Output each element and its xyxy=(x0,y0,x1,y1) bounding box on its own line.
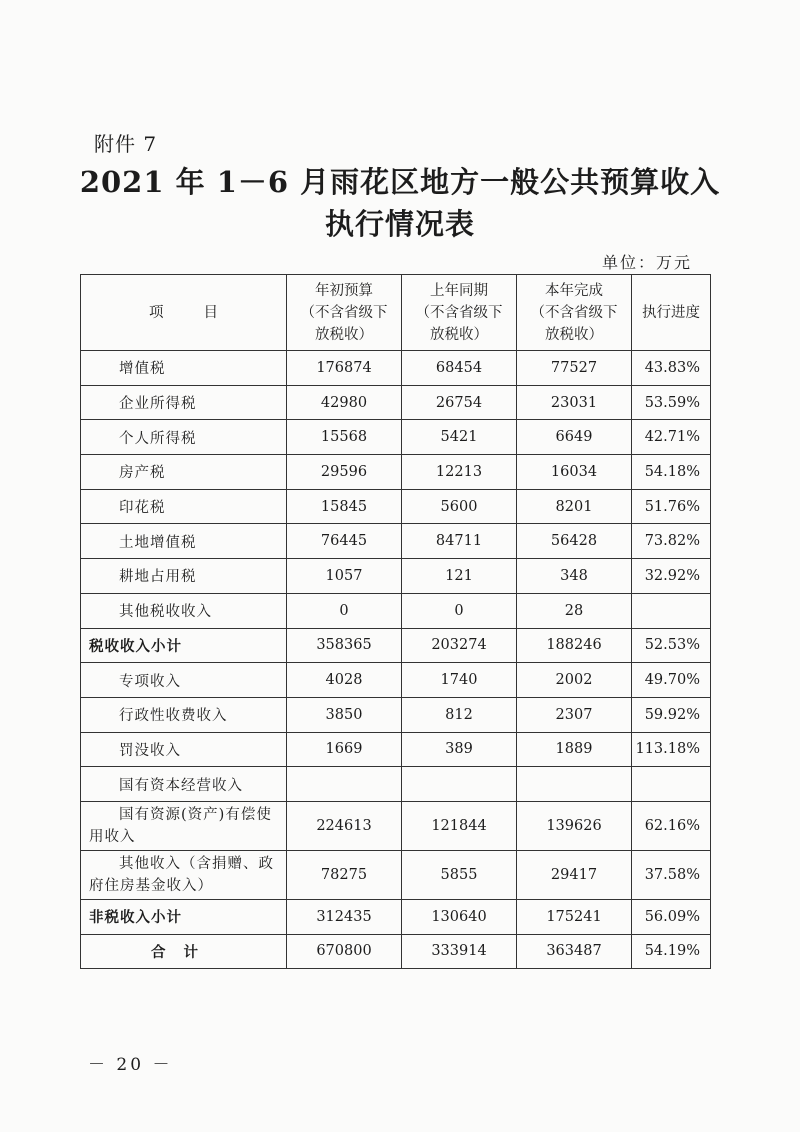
row-budget: 76445 xyxy=(287,524,402,559)
table-row xyxy=(81,455,711,490)
row-item: 房产税 xyxy=(81,455,287,490)
row-budget: 15845 xyxy=(287,489,402,524)
row-progress: 113.18% xyxy=(632,732,711,767)
row-last-year: 203274 xyxy=(402,628,517,663)
row-completed: 29417 xyxy=(517,850,632,899)
row-completed: 1889 xyxy=(517,732,632,767)
page-number: － 20 － xyxy=(88,1055,173,1075)
page-title-line1: 2021 年 1－6 月雨花区地方一般公共预算收入 xyxy=(79,165,721,199)
row-progress: 52.53% xyxy=(632,628,711,663)
subtotal-row xyxy=(81,899,711,934)
row-item: 国有资本经营收入 xyxy=(81,767,287,802)
table-row xyxy=(81,524,711,559)
row-last-year: 0 xyxy=(402,593,517,628)
row-budget: 1669 xyxy=(287,732,402,767)
row-budget: 0 xyxy=(287,593,402,628)
row-completed: 188246 xyxy=(517,628,632,663)
row-item: 土地增值税 xyxy=(81,524,287,559)
revenue-table xyxy=(80,274,711,969)
row-progress: 43.83% xyxy=(632,351,711,386)
row-completed: 23031 xyxy=(517,385,632,420)
table-row xyxy=(81,559,711,594)
row-progress: 54.19% xyxy=(632,934,711,969)
header-progress: 执行进度 xyxy=(632,275,711,351)
row-last-year: 5421 xyxy=(402,420,517,455)
row-last-year: 333914 xyxy=(402,934,517,969)
row-progress: 62.16% xyxy=(632,801,711,850)
row-item: 个人所得税 xyxy=(81,420,287,455)
row-last-year: 1740 xyxy=(402,663,517,698)
row-completed: 2307 xyxy=(517,697,632,732)
row-progress: 56.09% xyxy=(632,899,711,934)
header-last-year: 上年同期 （不含省级下 放税收） xyxy=(402,275,517,351)
table-row xyxy=(81,489,711,524)
table-row xyxy=(81,663,711,698)
table-row xyxy=(81,732,711,767)
table-header-row xyxy=(81,275,711,351)
table-row xyxy=(81,593,711,628)
row-budget: 4028 xyxy=(287,663,402,698)
row-completed: 175241 xyxy=(517,899,632,934)
row-budget: 42980 xyxy=(287,385,402,420)
row-last-year: 84711 xyxy=(402,524,517,559)
row-progress: 54.18% xyxy=(632,455,711,490)
row-budget: 15568 xyxy=(287,420,402,455)
row-completed: 77527 xyxy=(517,351,632,386)
row-last-year: 5600 xyxy=(402,489,517,524)
table-row xyxy=(81,767,711,802)
row-budget xyxy=(287,767,402,802)
row-budget: 176874 xyxy=(287,351,402,386)
row-item: 耕地占用税 xyxy=(81,559,287,594)
row-item: 罚没收入 xyxy=(81,732,287,767)
row-progress xyxy=(632,593,711,628)
row-item: 其他收入（含捐赠、政府住房基金收入） xyxy=(81,850,287,899)
row-completed xyxy=(517,767,632,802)
row-progress: 32.92% xyxy=(632,559,711,594)
table-row xyxy=(81,697,711,732)
header-budget: 年初预算 （不含省级下 放税收） xyxy=(287,275,402,351)
row-item: 非税收入小计 xyxy=(81,899,287,934)
row-progress: 59.92% xyxy=(632,697,711,732)
unit-label: 单位：万元 xyxy=(601,253,692,272)
row-last-year: 812 xyxy=(402,697,517,732)
row-completed: 56428 xyxy=(517,524,632,559)
row-completed: 6649 xyxy=(517,420,632,455)
row-last-year: 130640 xyxy=(402,899,517,934)
row-budget: 3850 xyxy=(287,697,402,732)
row-item: 合计 xyxy=(81,934,287,969)
row-last-year: 121 xyxy=(402,559,517,594)
row-item: 其他税收收入 xyxy=(81,593,287,628)
row-budget: 224613 xyxy=(287,801,402,850)
row-completed: 28 xyxy=(517,593,632,628)
row-progress: 42.71% xyxy=(632,420,711,455)
row-last-year: 68454 xyxy=(402,351,517,386)
row-completed: 2002 xyxy=(517,663,632,698)
row-item: 税收收入小计 xyxy=(81,628,287,663)
row-item: 国有资源(资产)有偿使用收入 xyxy=(81,801,287,850)
row-last-year: 12213 xyxy=(402,455,517,490)
row-completed: 16034 xyxy=(517,455,632,490)
page-title-line2: 执行情况表 xyxy=(324,207,475,241)
row-last-year: 5855 xyxy=(402,850,517,899)
row-budget: 670800 xyxy=(287,934,402,969)
header-completed: 本年完成 （不含省级下 放税收） xyxy=(517,275,632,351)
row-item: 印花税 xyxy=(81,489,287,524)
row-last-year: 26754 xyxy=(402,385,517,420)
subtotal-row xyxy=(81,628,711,663)
row-budget: 1057 xyxy=(287,559,402,594)
row-progress: 49.70% xyxy=(632,663,711,698)
row-budget: 29596 xyxy=(287,455,402,490)
header-item: 项目 xyxy=(81,275,287,351)
row-last-year: 121844 xyxy=(402,801,517,850)
row-progress: 53.59% xyxy=(632,385,711,420)
row-completed: 348 xyxy=(517,559,632,594)
row-item: 增值税 xyxy=(81,351,287,386)
row-budget: 78275 xyxy=(287,850,402,899)
row-budget: 358365 xyxy=(287,628,402,663)
table-row xyxy=(81,801,711,850)
row-item: 行政性收费收入 xyxy=(81,697,287,732)
row-budget: 312435 xyxy=(287,899,402,934)
table-row xyxy=(81,420,711,455)
row-item: 企业所得税 xyxy=(81,385,287,420)
row-last-year: 389 xyxy=(402,732,517,767)
row-progress: 73.82% xyxy=(632,524,711,559)
row-last-year xyxy=(402,767,517,802)
attachment-label: 附件 7 xyxy=(94,132,158,156)
table-row xyxy=(81,850,711,899)
table-row xyxy=(81,351,711,386)
row-item: 专项收入 xyxy=(81,663,287,698)
row-completed: 363487 xyxy=(517,934,632,969)
row-completed: 139626 xyxy=(517,801,632,850)
table-row xyxy=(81,385,711,420)
row-completed: 8201 xyxy=(517,489,632,524)
row-progress: 37.58% xyxy=(632,850,711,899)
row-progress xyxy=(632,767,711,802)
row-progress: 51.76% xyxy=(632,489,711,524)
total-row xyxy=(81,934,711,969)
